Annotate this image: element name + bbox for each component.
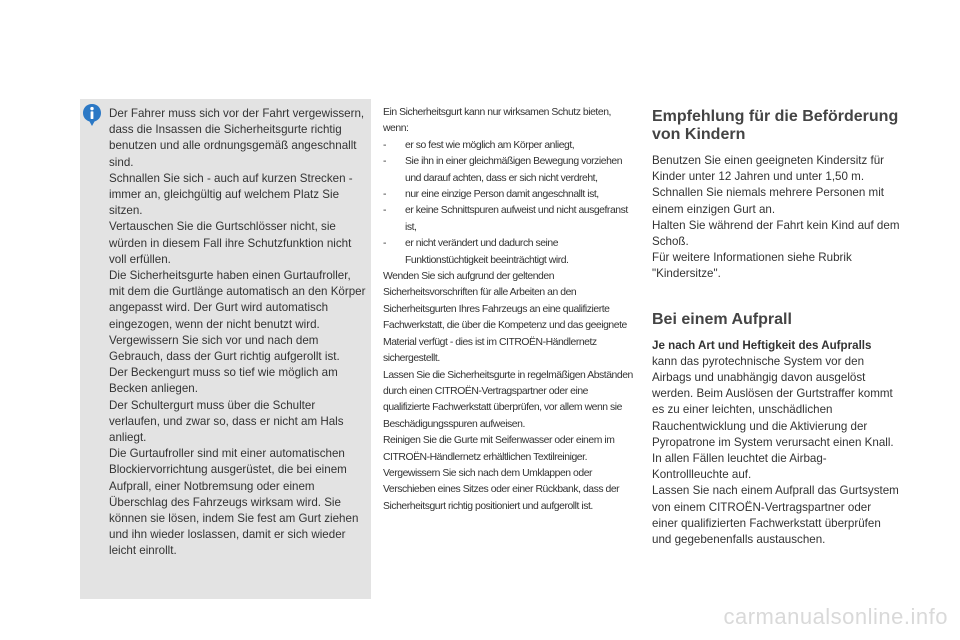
crash-paragraph: In allen Fällen leuchtet die Airbag-Kontrollleuchte auf. [652, 452, 827, 482]
list-item [383, 203, 633, 236]
recommendation-paragraph: Halten Sie während der Fahrt kein Kind auf dem Schoß. [652, 218, 900, 249]
list-item [383, 138, 633, 154]
list-item [383, 236, 633, 269]
recommendation-heading: Empfehlung für die Beförderung von Kindern [652, 108, 899, 143]
crash-paragraph: Lassen Sie nach einem Aufprall das Gurtsystem von einem CITROËN-Vertragspartner oder einer qualifizierten Fachwerkstatt überprüfen und gegebenenfalls austauschen. [652, 484, 899, 547]
info-text [109, 106, 367, 560]
info-paragraph: Die Gurtaufroller sind mit einer automatischen Blockiervorrichtung ausgerüstet, die bei einem Aufprall, einer Notbremsung oder einem Überschlag des Fahrzeugs wirksam wird. Sie können sie lösen, indem Sie fest am Gurt ziehen und ihn wieder loslassen, damit er sich wieder leicht einrollt. [109, 447, 359, 558]
list-item-text: nur eine einzige Person damit angeschnallt ist, [405, 189, 599, 201]
bullet-marker: - [383, 238, 387, 250]
info-paragraph: Schnallen Sie sich - auch auf kurzen Strecken - immer an, gleichgültig auf welchem Platz Sie sitzen. [109, 171, 353, 218]
info-paragraph: Der Fahrer muss sich vor der Fahrt vergewissern, dass die Insassen die Sicherheitsgurte richtig benutzen und alle ordnungsgemäß angeschnallt sind. [109, 107, 365, 169]
info-paragraph: Vergewissern Sie sich vor und nach dem Gebrauch, dass der Gurt richtig aufgerollt ist. [109, 333, 340, 364]
info-icon [81, 103, 103, 127]
info-paragraph: Vertauschen Sie die Gurtschlösser nicht, sie würden in diesem Fall ihre Schutzfunktion nicht voll erfüllen. [109, 220, 352, 266]
crash-paragraph: kann das pyrotechnische System vor den Airbags und unabhängig davon ausgelöst werden. Beim Auslösen der Gurtstraffer kommt es zu einer leichten, unschädlichen Rauchentwicklung und die Aktivierung der Pyropatrone im System verursacht einen Knall. [652, 354, 894, 449]
crash-lead: Je nach Art und Heftigkeit des Aufpralls [652, 338, 872, 352]
list-item-text: Sie ihn in einer gleichmäßigen Bewegung vorziehen und darauf achten, dass er sich nicht verdreht, [405, 156, 623, 184]
bullet-marker: - [383, 205, 387, 217]
right-column [652, 108, 900, 548]
belt-paragraph: Reinigen Sie die Gurte mit Seifenwasser oder einem im CITROËN-Händlernetz erhältlichen Textilreiniger. [383, 435, 615, 463]
recommendation-paragraph: Benutzen Sie einen geeigneten Kindersitz für Kinder unter 12 Jahren und unter 1,50 m. [652, 154, 885, 184]
watermark: carmanualsonline.info [723, 604, 948, 629]
belt-intro: Ein Sicherheitsgurt kann nur wirksamen Schutz bieten, wenn: [383, 107, 611, 135]
list-item-text: er so fest wie möglich am Körper anliegt, [405, 139, 575, 151]
list-item-text: er nicht verändert und dadurch seine Funktionstüchtigkeit beeinträchtigt wird. [405, 238, 569, 266]
recommendation-paragraph: Schnallen Sie niemals mehrere Personen mit einem einzigen Gurt an. [652, 186, 884, 216]
recommendation-body [652, 153, 900, 283]
belt-conditions-column [383, 105, 633, 515]
bullet-marker: - [383, 139, 387, 151]
bullet-marker: - [383, 189, 387, 201]
bullet-marker: - [383, 156, 387, 168]
crash-heading: Bei einem Aufprall [652, 310, 792, 328]
list-item-text: er keine Schnittspuren aufweist und nicht ausgefranst ist, [405, 205, 628, 233]
info-paragraph: Der Beckengurt muss so tief wie möglich am Becken anliegen. [109, 366, 338, 396]
belt-paragraph: Vergewissern Sie sich nach dem Umklappen oder Verschieben eines Sitzes oder einer Rückbank, dass der Sicherheitsgurt richtig positioniert und aufgerollt ist. [383, 467, 620, 512]
belt-paragraph: Lassen Sie die Sicherheitsgurte in regelmäßigen Abständen durch einen CITROËN-Vertragspartner oder eine qualifizierte Fachwerkstatt überprüfen, vor allem wenn sie Beschädigungsspuren aufweisen. [383, 369, 633, 430]
recommendation-paragraph: Für weitere Informationen siehe Rubrik "Kindersitze". [652, 251, 852, 281]
info-paragraph: Die Sicherheitsgurte haben einen Gurtaufroller, mit dem die Gurtlänge automatisch an den Körper angepasst wird. Der Gurt wird automatisch eingezogen, wenn der nicht benutzt wird. [109, 269, 366, 331]
belt-paragraph: Wenden Sie sich aufgrund der geltenden Sicherheitsvorschriften für alle Arbeiten an den Sicherheitsgurten Ihres Fahrzeugs an eine qualifizierte Fachwerkstatt, die über die Kompetenz und das geeignete Material verfügt - dies ist im CITROËN-Händlernetz sichergestellt. [383, 271, 627, 365]
info-paragraph: Der Schultergurt muss über die Schulter verlaufen, und zwar so, dass er nicht am Hals anliegt. [109, 398, 344, 445]
list-item [383, 187, 633, 203]
list-item [383, 154, 633, 187]
